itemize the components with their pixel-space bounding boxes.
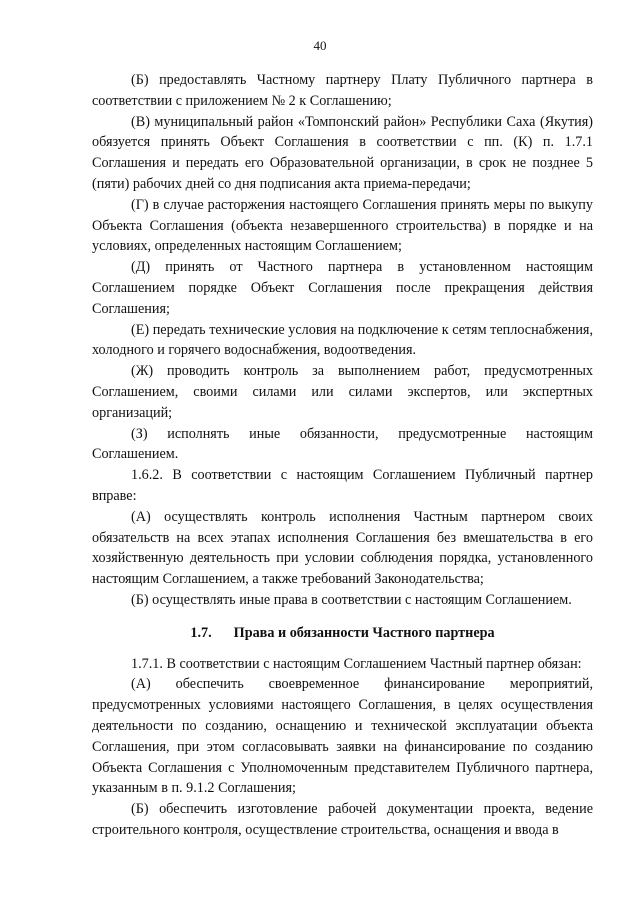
- section-number: 1.7.: [190, 624, 212, 641]
- section-title: Права и обязанности Частного партнера: [233, 624, 495, 641]
- paragraph: (Б) осуществлять иные права в соответствии с настоящим Соглашением.: [131, 591, 572, 608]
- paragraph: 1.6.2. В соответствии с настоящим Соглашением Публичный партнер вправе:: [92, 467, 593, 504]
- section-heading: [92, 623, 593, 644]
- paragraph: (Б) предоставлять Частному партнеру Плату Публичного партнера в соответствии с приложением № 2 к Соглашению;: [92, 72, 593, 109]
- paragraph: (З) исполнять иные обязанности, предусмотренные настоящим Соглашением.: [92, 425, 593, 463]
- paragraph: (Е) передать технические условия на подключение к сетям теплоснабжения, холодного и горячего водоснабжения, водоотведения.: [92, 321, 593, 359]
- paragraph: (Б) обеспечить изготовление рабочей документации проекта, ведение строительного контроля, осуществление строительства, оснащения и ввода в: [92, 801, 593, 838]
- page-number: 40: [313, 38, 327, 53]
- paragraph: (В) муниципальный район «Томпонский район» Республики Саха (Якутия) обязуется принять Объект Соглашения в соответствии с пп. (К) п. 1.7.1 Соглашения и передать его Образовательной организации, в срок не позднее 5 (пяти) рабочих дней со дня подписания акта приема-передачи;: [92, 113, 593, 192]
- document-body: [92, 70, 593, 841]
- paragraph: 1.7.1. В соответствии с настоящим Соглашением Частный партнер обязан:: [131, 655, 582, 672]
- paragraph: (А) осуществлять контроль исполнения Частным партнером своих обязательств на всех этапах исполнения Соглашения без вмешательства в его хозяйственную деятельность при условии соблюдения порядка, установленного настоящим Соглашением, а также требований Законодательства;: [92, 508, 593, 588]
- paragraph: (А) обеспечить своевременное финансирование мероприятий, предусмотренных условиями настоящего Соглашения, в целях осуществления деятельности по созданию, оснащению и технической эксплуатации объекта Соглашения, при этом согласовывать заявки на финансирование по созданию Объекта Соглашения с Уполномоченным представителем Публичного партнера, указанным в п. 9.1.2 Соглашения;: [92, 676, 593, 797]
- paragraph: (Д) принять от Частного партнера в установленном настоящим Соглашением порядке Объект Соглашения после прекращения действия Соглашения;: [92, 259, 593, 317]
- paragraph: (Ж) проводить контроль за выполнением работ, предусмотренных Соглашением, своими силами или силами экспертов, или экспертных организаций;: [92, 363, 593, 421]
- paragraph: (Г) в случае расторжения настоящего Соглашения принять меры по выкупу Объекта Соглашения (объекта незавершенного строительства) в порядке и на условиях, определенных настоящим Соглашением;: [92, 196, 593, 255]
